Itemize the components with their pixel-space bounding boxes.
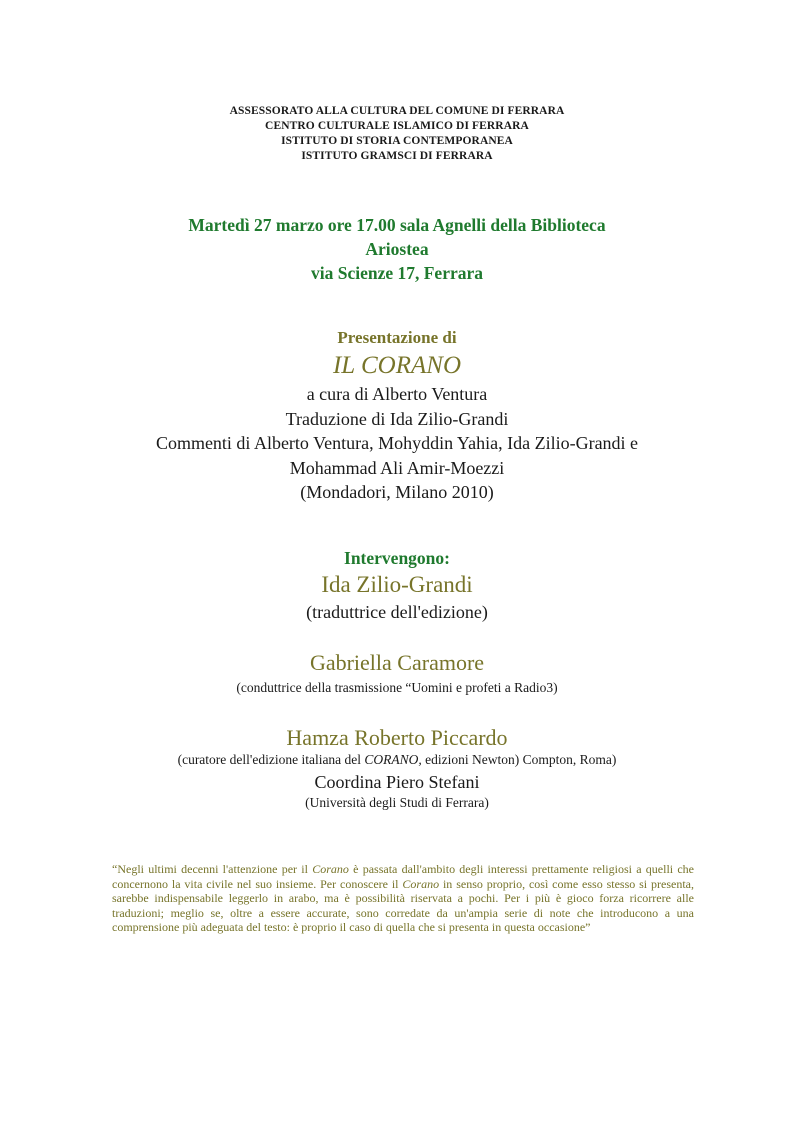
event-details bbox=[0, 213, 794, 285]
coordinator: Coordina Piero Stefani bbox=[314, 772, 480, 792]
speaker-role bbox=[0, 751, 794, 769]
speaker-name: Hamza Roberto Piccardo bbox=[286, 725, 508, 750]
speaker-role-text: edizioni Newton) Compton, Roma) bbox=[421, 752, 617, 767]
organizer-line: CENTRO CULTURALE ISLAMICO DI FERRARA bbox=[265, 120, 529, 132]
presentation-label: Presentazione di bbox=[337, 328, 457, 347]
book-translation: Traduzione di Ida Zilio-Grandi bbox=[285, 408, 509, 429]
speaker-name: Gabriella Caramore bbox=[309, 650, 485, 675]
quote-text: in senso proprio, così come esso stesso si presenta, sarebbe indispensabile leggerlo in arabo, ma è possibilità riservata a pochi. Per i più è gioco forza ricorrere alle traduzioni; meglio se, oltre a essere accurate, sono corredate da un'ampia serie di note che introducono a una comprensione più adeguata del testo: è proprio il caso di quella che si presenta in questa occasione” bbox=[112, 876, 694, 935]
organizer-line: ISTITUTO DI STORIA CONTEMPORANEA bbox=[281, 135, 513, 147]
book-comments-line: Mohammad Ali Amir-Moezzi bbox=[289, 457, 505, 478]
event-venue-name: Ariostea bbox=[365, 239, 429, 259]
event-address: via Scienze 17, Ferrara bbox=[310, 263, 484, 283]
book-editor: a cura di Alberto Ventura bbox=[306, 384, 488, 404]
speaker-role: (traduttrice dell'edizione) bbox=[306, 602, 488, 622]
book-comments-line: Commenti di Alberto Ventura, Mohyddin Yahia, Ida Zilio-Grandi e bbox=[155, 433, 639, 453]
organizer-line: ASSESSORATO ALLA CULTURA DEL COMUNE DI FERRARA bbox=[229, 105, 565, 117]
quote-italic: Corano bbox=[312, 862, 349, 876]
coordinator-affiliation: (Università degli Studi di Ferrara) bbox=[305, 795, 489, 810]
event-date-venue: Martedì 27 marzo ore 17.00 sala Agnelli della Biblioteca bbox=[188, 215, 606, 235]
organizer-line: ISTITUTO GRAMSCI DI FERRARA bbox=[301, 150, 493, 162]
book-credits bbox=[0, 382, 794, 505]
book-title: IL CORANO bbox=[332, 352, 462, 379]
speaker-role-text: (curatore dell'edizione italiana del bbox=[177, 752, 365, 767]
quote-text: “Negli ultimi decenni l'attenzione per il bbox=[112, 862, 313, 876]
book-quote bbox=[112, 862, 694, 935]
book-publisher: (Mondadori, Milano 2010) bbox=[300, 482, 494, 502]
speaker-name: Ida Zilio-Grandi bbox=[321, 572, 473, 597]
quote-italic: Corano bbox=[402, 876, 440, 891]
organizers-block bbox=[0, 104, 794, 164]
quote-text: è passata dall'ambito degli interessi prettamente religiosi a quelli che concernono la vita civile nel suo insieme. Per conoscere il bbox=[112, 862, 695, 891]
speaker-role: (conduttrice della trasmissione “Uomini e profeti a Radio3) bbox=[236, 680, 558, 695]
speakers-label: Intervengono: bbox=[344, 548, 450, 568]
speaker-role-italic: CORANO, bbox=[364, 752, 422, 767]
